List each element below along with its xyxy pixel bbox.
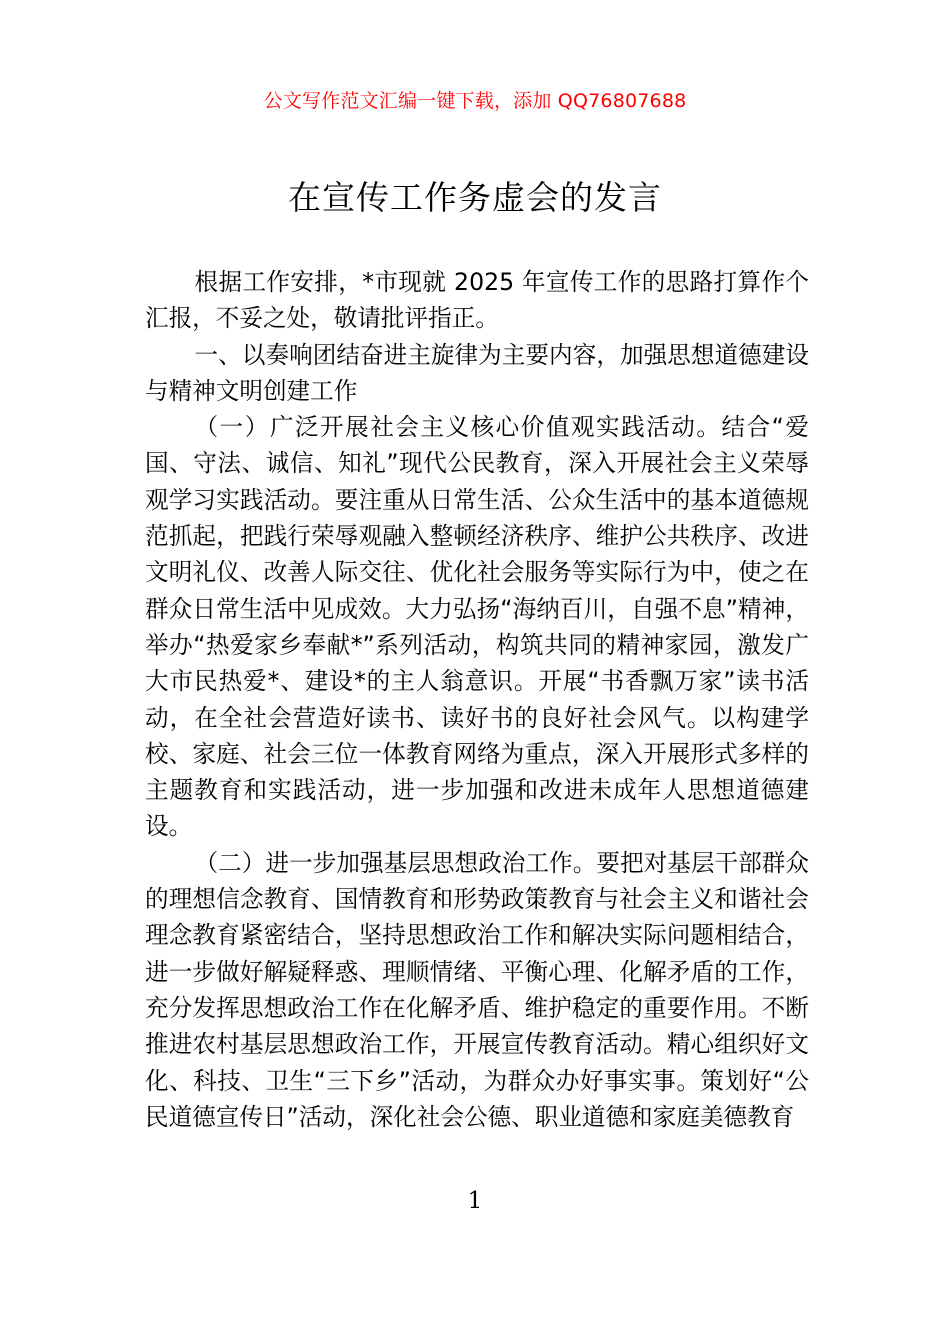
subsection-paragraph-2: （二）进一步加强基层思想政治工作。要把对基层干部群众的理想信念教育、国情教育和形势政策教育与社会主义和谐社会理念教育紧密结合，坚持思想政治工作和解决实际问题相结合，进一步做好解疑释惑、理顺情绪、平衡心理、化解矛盾的工作，充分发挥思想政治工作在化解矛盾、维护稳定的重要作用。不断推进农村基层思想政治工作，开展宣传教育活动。精心组织好文化、科技、卫生“三下乡”活动，为群众办好事实事。策划好“公民道德宣传日”活动，深化社会公德、职业道德和家庭美德教育 (145, 848, 809, 1131)
subsection-paragraph-1: （一）广泛开展社会主义核心价值观实践活动。结合“爱国、守法、诚信、知礼”现代公民教育，深入开展社会主义荣辱观学习实践活动。要注重从日常生活、公众生活中的基本道德规范抓起，把践行荣辱观融入整顿经济秩序、维护公共秩序、改进文明礼仪、改善人际交往、优化社会服务等实际行为中，使之在群众日常生活中见成效。大力弘扬“海纳百川，自强不息”精神，举办“热爱家乡奉献*”系列活动，构筑共同的精神家园，激发广大市民热爱*、建设*的主人翁意识。开展“书香飘万家”读书活动，在全社会营造好读书、读好书的良好社会风气。以构建学校、家庭、社会三位一体教育网络为重点，深入开展形式多样的主题教育和实践活动，进一步加强和改进未成年人思想道德建设。 (145, 413, 809, 841)
download-notice: 公文写作范文汇编一键下载，添加 QQ76807688 (263, 90, 687, 112)
page-title: 在宣传工作务虚会的发言 (288, 178, 662, 217)
document-body (145, 264, 809, 1135)
section-heading: 一、以奏响团结奋进主旋律为主要内容，加强思想道德建设与精神文明创建工作 (145, 340, 809, 405)
page-number: 1 (467, 1188, 483, 1214)
intro-paragraph: 根据工作安排，*市现就 2025 年宣传工作的思路打算作个汇报，不妥之处，敬请批评指正。 (145, 268, 809, 333)
